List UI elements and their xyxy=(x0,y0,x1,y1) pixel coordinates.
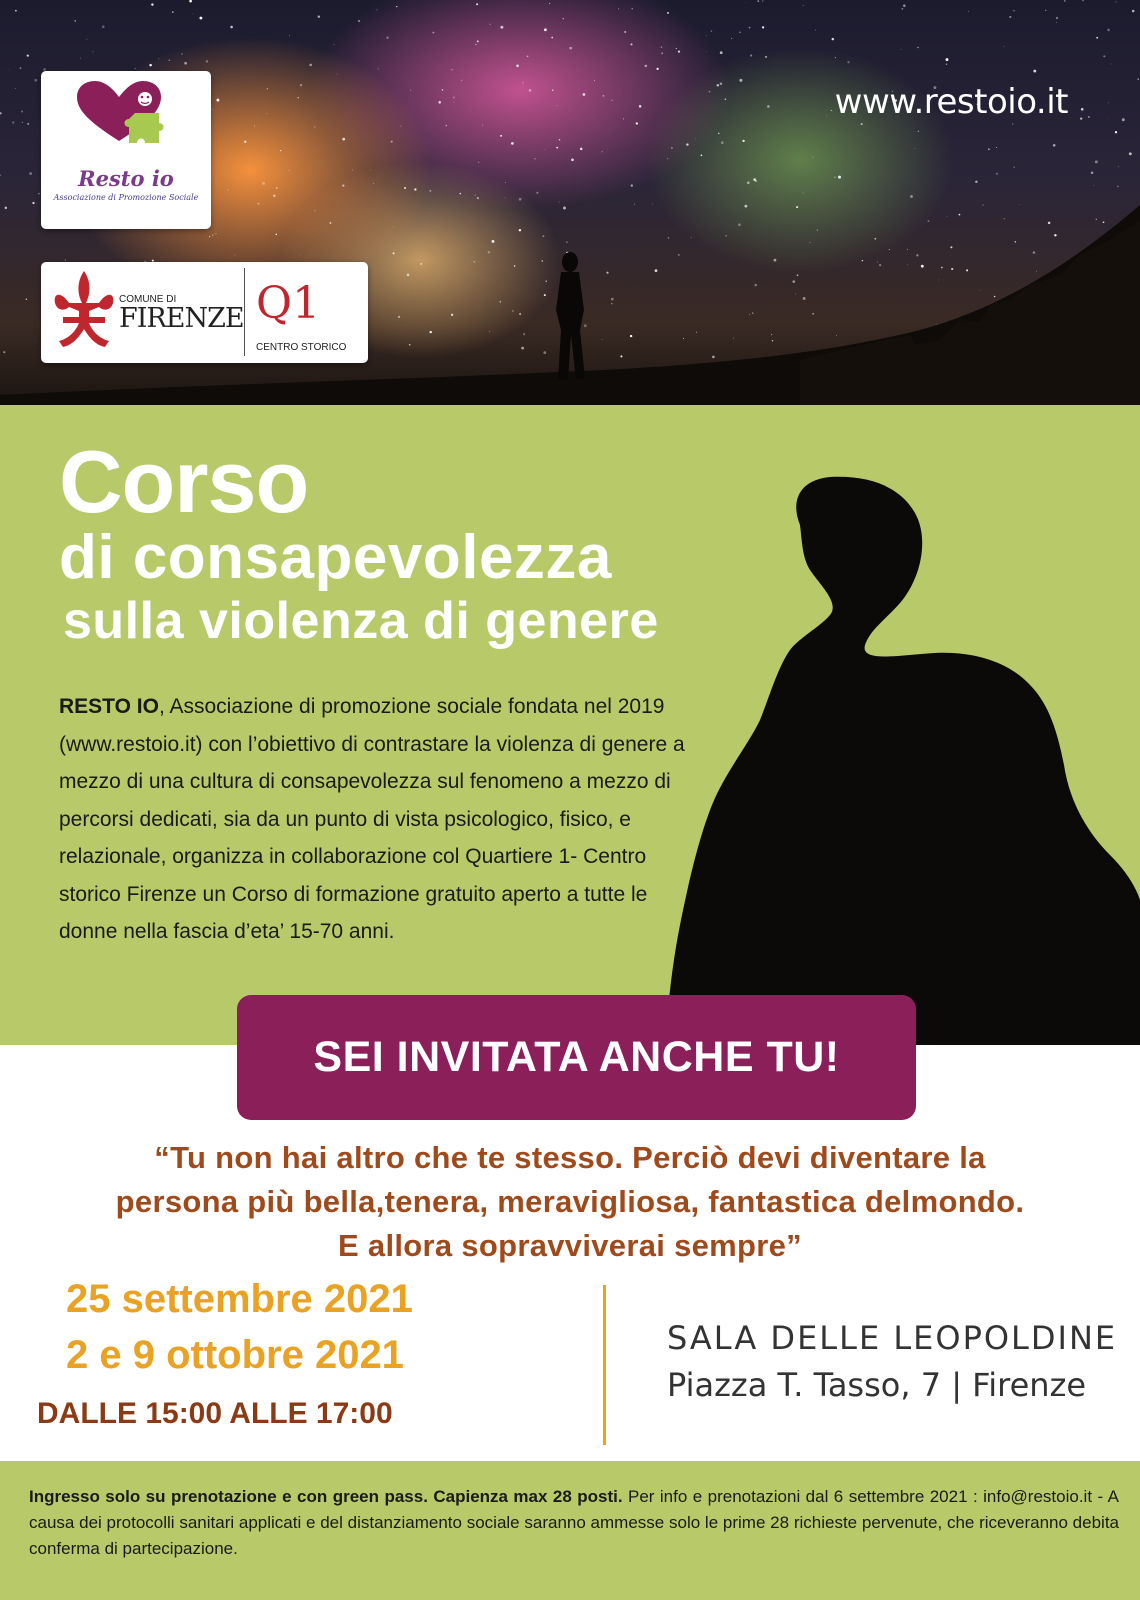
resto-io-subtitle: Associazione di Promozione Sociale xyxy=(53,193,199,202)
association-name: RESTO IO xyxy=(59,695,159,718)
footer-info xyxy=(0,1461,1140,1600)
date-first: 25 settembre 2021 xyxy=(66,1277,413,1321)
website-url[interactable]: www.restoio.it xyxy=(834,82,1068,122)
resto-io-logo xyxy=(41,71,211,229)
course-subtitle-line1: di consapevolezza xyxy=(59,523,612,592)
logo-divider xyxy=(244,268,245,356)
course-title: Corso xyxy=(59,432,309,531)
resto-io-name: Resto io xyxy=(78,166,174,191)
invite-banner: SEI INVITATA ANCHE TU! xyxy=(237,995,916,1120)
time-range: DALLE 15:00 ALLE 17:00 xyxy=(37,1397,393,1430)
venue-address: Piazza T. Tasso, 7 | Firenze xyxy=(667,1366,1087,1404)
quartiere-label: Q1 xyxy=(256,278,321,329)
schedule-divider xyxy=(603,1285,606,1445)
quote-line-2: persona più bella,tenera, meravigliosa, fantastica delmondo. xyxy=(115,1184,1025,1219)
course-subtitle-line2: sulla violenza di genere xyxy=(63,592,659,650)
person-silhouette xyxy=(556,252,585,380)
quote-line-3: E allora sopravviverai sempre” xyxy=(338,1228,802,1263)
quote-line-1: “Tu non hai altro che te stesso. Perciò devi diventare la xyxy=(154,1140,986,1175)
heart-puzzle-icon xyxy=(41,71,211,171)
main-section xyxy=(0,405,1140,1045)
centro-storico-label: CENTRO STORICO xyxy=(256,342,347,353)
hero-banner xyxy=(0,0,1140,405)
firenze-label: FIRENZE xyxy=(119,303,244,334)
footer-details: Per info e prenotazioni dal 6 settembre 2021 : info@restoio.it - A causa dei protocolli sanitari applicati e del distanziamento sociale saranno ammesse solo le prime 28 richieste pervenute, che riceveranno debita conferma di partecipazione. xyxy=(29,1487,1119,1558)
fleur-de-lis-icon xyxy=(49,267,119,357)
date-second: 2 e 9 ottobre 2021 xyxy=(66,1333,404,1377)
comune-firenze-logo xyxy=(41,262,368,363)
venue-name: SALA DELLE LEOPOLDINE xyxy=(667,1319,1118,1357)
footer-text xyxy=(29,1484,1119,1562)
footer-bold-notice: Ingresso solo su prenotazione e con green pass. Capienza max 28 posti. xyxy=(29,1487,623,1506)
quote-block xyxy=(0,1136,1140,1268)
course-description xyxy=(59,688,689,951)
comune-label: COMUNE DI xyxy=(119,294,177,305)
description-text: , Associazione di promozione sociale fondata nel 2019 (www.restoio.it) con l’obiettivo di contrastare la violenza di genere a mezzo di una cultura di consapevolezza sul fenomeno a mezzo di percorsi dedicati, sia da un punto di vista psicologico, fisico, e relazionale, organizza in collaborazione col Quartiere 1- Centro storico Firenze un Corso di formazione gratuito aperto a tutte le donne nella fascia d’eta’ 15-70 anni. xyxy=(59,695,685,943)
